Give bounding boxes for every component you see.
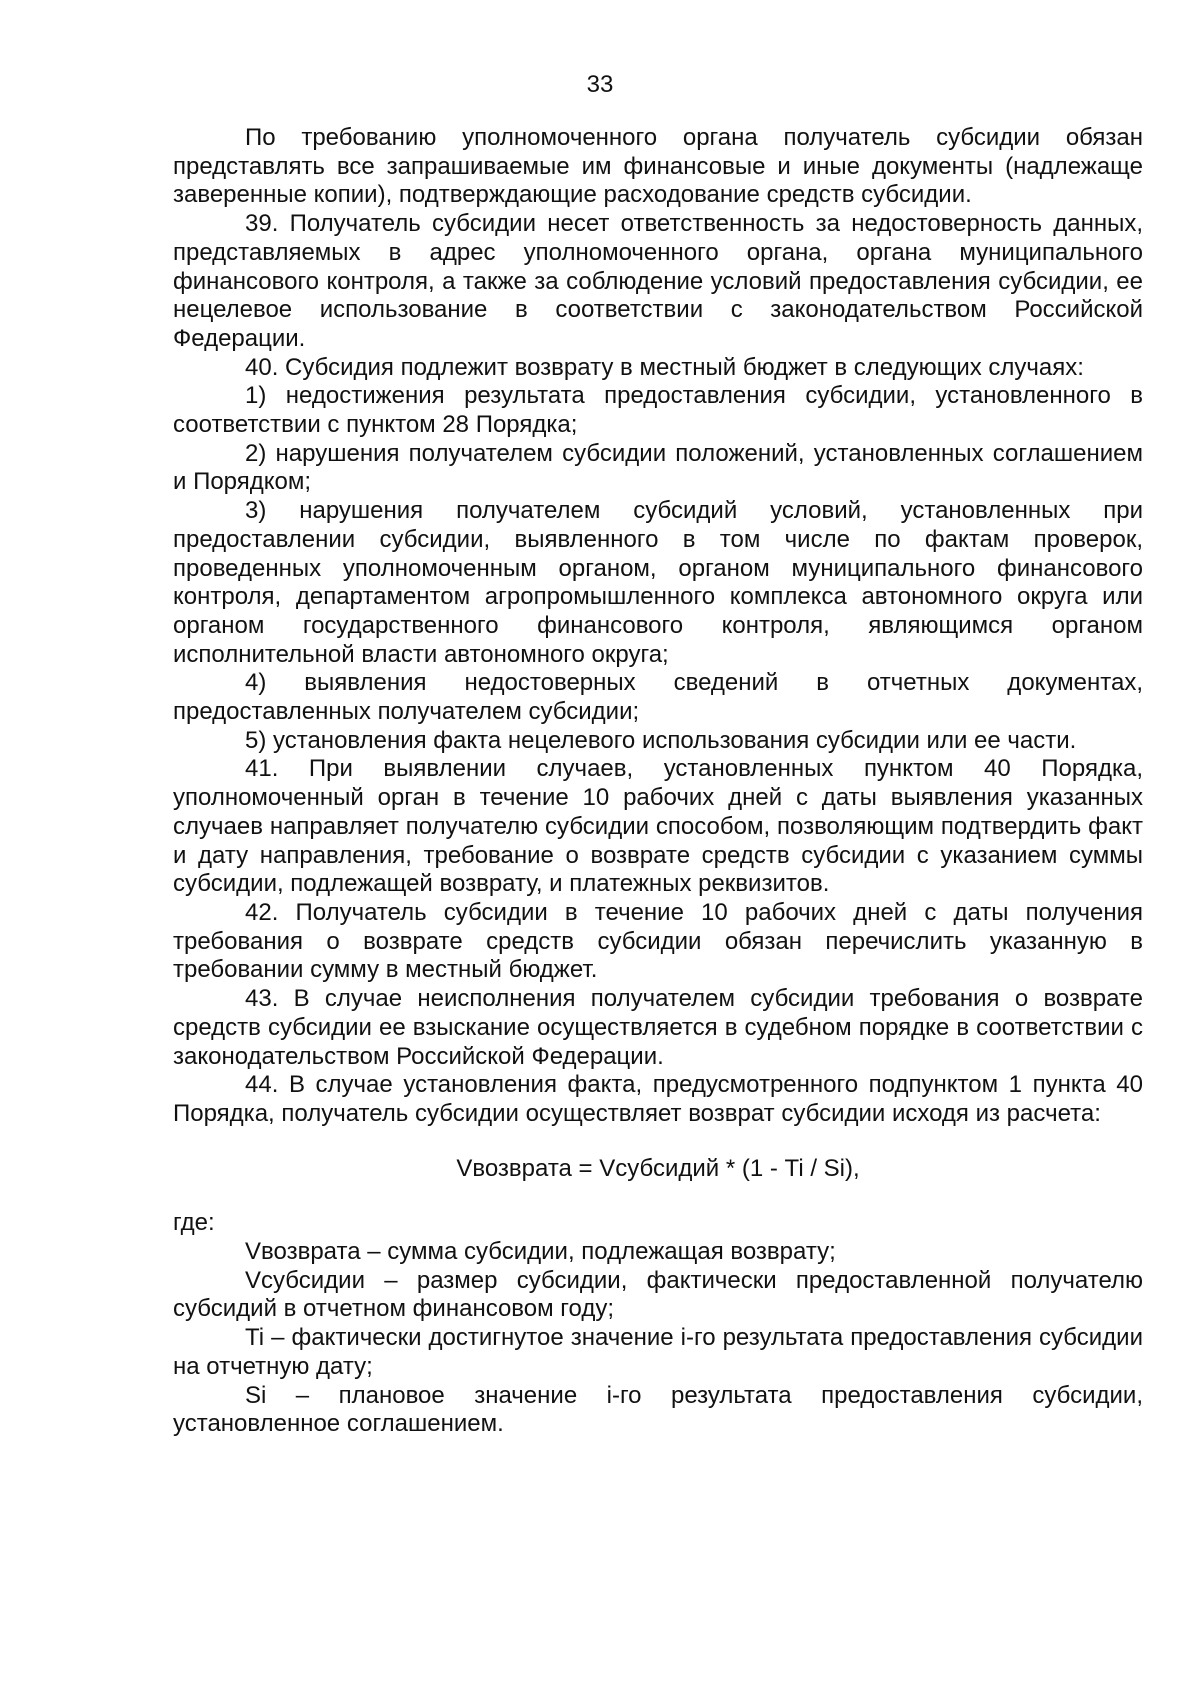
list-item-40-2: 2) нарушения получателем субсидии положений, установленных соглашением и Порядком;: [173, 439, 1143, 496]
list-item-40-3: 3) нарушения получателем субсидий условий, установленных при предоставлении субсидии, выявленного в том числе по фактам проверок, проведенных уполномоченным органом, органом муниципального финансового контроля, департаментом агропромышленного комплекса автономного округа или органом государственного финансового контроля, являющимся органом исполнительной власти автономного округа;: [173, 497, 1143, 668]
definition-ti: Ti – фактически достигнутое значение i-го результата предоставления субсидии на отчетную дату;: [173, 1324, 1143, 1380]
definition-v-return: Vвозврата – сумма субсидии, подлежащая возврату;: [245, 1238, 836, 1266]
list-item-40-1: 1) недостижения результата предоставления субсидии, установленного в соответствии с пунктом 28 Порядка;: [173, 382, 1143, 439]
paragraph-39: 39. Получатель субсидии несет ответственность за недостоверность данных, представляемых в адрес уполномоченного органа, органа муниципального финансового контроля, а также за соблюдение условий предоставления субсидии, ее нецелевое использование в соответствии с законодательством Российской Федерации.: [173, 210, 1143, 352]
page-number: 33: [586, 71, 614, 98]
paragraph-43: 43. В случае неисполнения получателем субсидии требования о возврате средств субсидии ее взыскание осуществляется в судебном порядке в соответствии с законодательством Российской Федерации.: [173, 985, 1143, 1070]
definition-si: Si – плановое значение i-го результата предоставления субсидии, установленное соглашением.: [173, 1381, 1143, 1438]
paragraph-41: 41. При выявлении случаев, установленных пунктом 40 Порядка, уполномоченный орган в течение 10 рабочих дней с даты выявления указанных случаев направляет получателю субсидии способом, позволяющим подтвердить факт и дату направления, требование о возврате средств субсидии с указанием суммы субсидии, подлежащей возврату, и платежных реквизитов.: [173, 755, 1143, 898]
definition-v-subsidy: Vсубсидии – размер субсидии, фактически предоставленной получателю субсидий в отчетном финансовом году;: [173, 1266, 1143, 1323]
list-item-40-4: 4) выявления недостоверных сведений в отчетных документах, предоставленных получателем субсидии;: [173, 669, 1143, 726]
where-label: где:: [173, 1209, 215, 1237]
paragraph-40: 40. Субсидия подлежит возврату в местный бюджет в следующих случаях:: [245, 353, 1084, 381]
formula: Vвозврата = Vсубсидий * (1 - Ti / Si),: [456, 1154, 860, 1182]
paragraph-42: 42. Получатель субсидии в течение 10 рабочих дней с даты получения требования о возврате средств субсидии обязан перечислить указанную в требовании сумму в местный бюджет.: [173, 898, 1143, 984]
paragraph-intro: По требованию уполномоченного органа получатель субсидии обязан представлять все запрашиваемые им финансовые и иные документы (надлежаще заверенные копии), подтверждающие расходование средств субсидии.: [173, 124, 1143, 209]
list-item-40-5: 5) установления факта нецелевого использования субсидии или ее части.: [245, 726, 1077, 754]
document-body: [173, 124, 1143, 1439]
paragraph-44: 44. В случае установления факта, предусмотренного подпунктом 1 пункта 40 Порядка, получатель субсидии осуществляет возврат субсидии исходя из расчета:: [173, 1071, 1143, 1127]
